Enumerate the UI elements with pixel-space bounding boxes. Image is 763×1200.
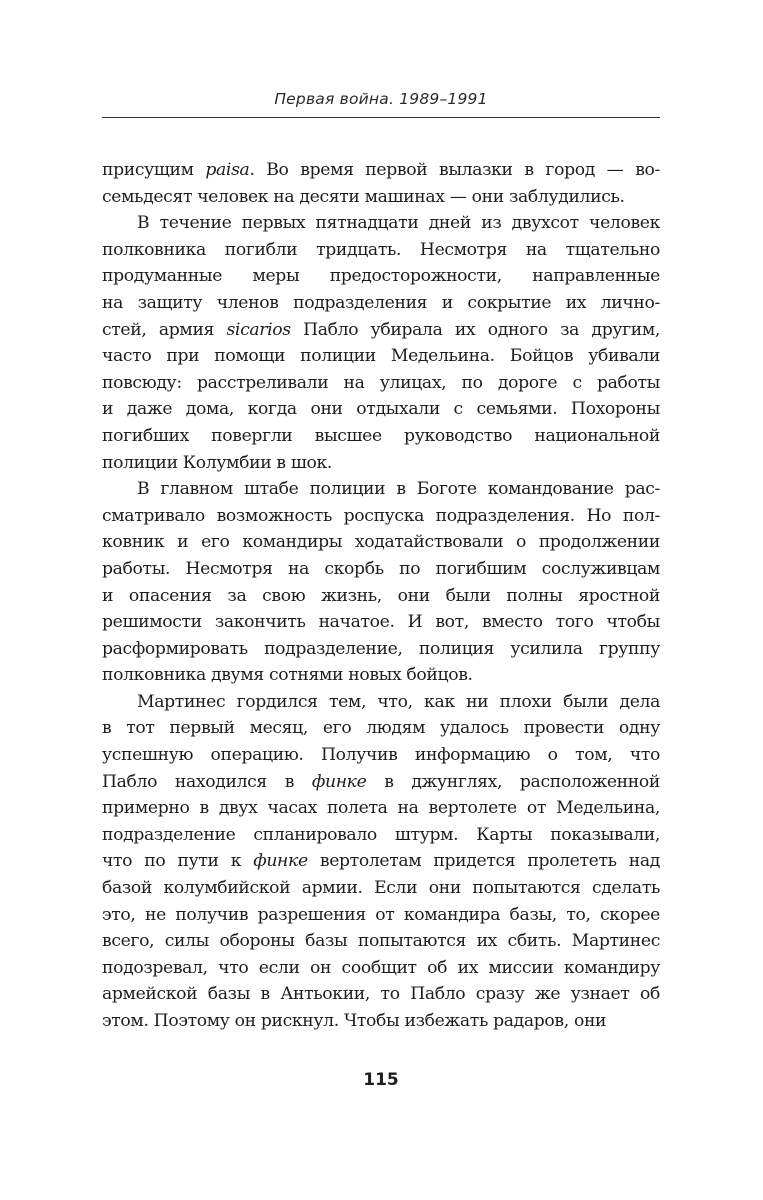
text-line xyxy=(102,184,660,211)
italic-term: paisa xyxy=(205,160,250,180)
text-run: и даже дома, когда они отдыхали с семьями. Похороны xyxy=(102,399,660,420)
body-text xyxy=(102,157,660,1035)
text-line xyxy=(102,662,660,689)
text-line xyxy=(102,529,660,556)
text-line xyxy=(102,689,660,716)
text-run: Мартинес гордился тем, что, как ни плохи были дела xyxy=(137,691,660,712)
text-run: В главном штабе полиции в Боготе командование рас- xyxy=(137,479,660,500)
text-line xyxy=(102,795,660,822)
text-line xyxy=(102,396,660,423)
running-header: Первая война. 1989–1991 xyxy=(274,90,488,108)
text-run: в джунглях, расположенной xyxy=(366,771,660,792)
text-run: расформировать подразделение, полиция усилила группу xyxy=(102,638,660,659)
text-line xyxy=(102,370,660,397)
text-line xyxy=(102,343,660,370)
header-rule xyxy=(102,117,660,118)
text-line xyxy=(102,981,660,1008)
text-run: полиции Колумбии в шок. xyxy=(102,452,332,473)
text-line xyxy=(102,822,660,849)
text-line xyxy=(102,290,660,317)
text-run: часто при помощи полиции Медельина. Бойцов убивали xyxy=(102,346,660,367)
text-run: повсюду: расстреливали на улицах, по дороге с работы xyxy=(102,372,660,393)
text-line xyxy=(102,263,660,290)
text-run: . Во время первой вылазки в город — во- xyxy=(249,160,660,180)
text-run: полковника погибли тридцать. Несмотря на тщательно xyxy=(102,239,660,260)
text-run: стей, армия xyxy=(102,319,227,340)
text-run: в тот первый месяц, его людям удалось провести одну xyxy=(102,718,660,739)
page-number: 115 xyxy=(363,1070,399,1090)
text-line xyxy=(102,157,660,184)
text-line xyxy=(102,210,660,237)
text-run: подозревал, что если он сообщит об их миссии командиру xyxy=(102,957,660,978)
text-run: и опасения за свою жизнь, они были полны яростной xyxy=(102,585,660,606)
text-line xyxy=(102,450,660,477)
text-line xyxy=(102,476,660,503)
text-run: это, не получив разрешения от командира базы, то, скорее xyxy=(102,904,660,925)
text-run: присущим xyxy=(102,160,206,180)
text-run: подразделение спланировало штурм. Карты показывали, xyxy=(102,824,660,845)
text-line xyxy=(102,1008,660,1035)
text-run: погибших повергли высшее руководство национальной xyxy=(102,425,660,446)
text-line xyxy=(102,583,660,610)
text-run: работы. Несмотря на скорбь по погибшим сослуживцам xyxy=(102,558,660,579)
text-line xyxy=(102,715,660,742)
text-run: базой колумбийской армии. Если они попытаются сделать xyxy=(102,878,660,899)
italic-term: sicarios xyxy=(226,319,291,340)
text-line xyxy=(102,928,660,955)
text-run: ковник и его командиры ходатайствовали о продолжении xyxy=(102,532,660,553)
text-run: успешную операцию. Получив информацию о том, что xyxy=(102,745,660,766)
text-run: семьдесят человек на десяти машинах — они заблудились. xyxy=(102,186,625,207)
text-run: на защиту членов подразделения и сокрытие их лично- xyxy=(102,292,660,313)
text-line xyxy=(102,636,660,663)
text-run: всего, силы обороны базы попытаются их сбить. Мартинес xyxy=(102,931,660,952)
text-run: армейской базы в Антьокии, то Пабло сразу же узнает об xyxy=(102,984,660,1005)
text-run: Пабло находился в xyxy=(102,771,312,792)
text-line xyxy=(102,955,660,982)
text-run: вертолетам придется пролететь над xyxy=(307,851,660,872)
text-line xyxy=(102,317,660,344)
text-run: что по пути к xyxy=(102,851,254,872)
text-run: сматривало возможность роспуска подразделения. Но пол- xyxy=(102,505,660,526)
text-line xyxy=(102,769,660,796)
text-line xyxy=(102,503,660,530)
italic-term: финке xyxy=(253,851,308,872)
text-run: В течение первых пятнадцати дней из двухсот человек xyxy=(137,213,660,234)
text-line xyxy=(102,556,660,583)
text-run: этом. Поэтому он рискнул. Чтобы избежать радаров, они xyxy=(102,1011,607,1031)
text-run: полковника двумя сотнями новых бойцов. xyxy=(102,665,473,686)
text-line xyxy=(102,848,660,875)
text-run: примерно в двух часах полета на вертолете от Медельина, xyxy=(102,798,660,819)
text-run: продуманные меры предосторожности, направленные xyxy=(102,266,660,287)
italic-term: финке xyxy=(311,771,367,792)
text-line xyxy=(102,237,660,264)
text-line xyxy=(102,423,660,450)
text-line xyxy=(102,902,660,929)
text-run: решимости закончить начатое. И вот, вместо того чтобы xyxy=(102,612,660,633)
text-line xyxy=(102,742,660,769)
text-line xyxy=(102,875,660,902)
text-line xyxy=(102,609,660,636)
text-run: Пабло убирала их одного за другим, xyxy=(290,319,661,340)
